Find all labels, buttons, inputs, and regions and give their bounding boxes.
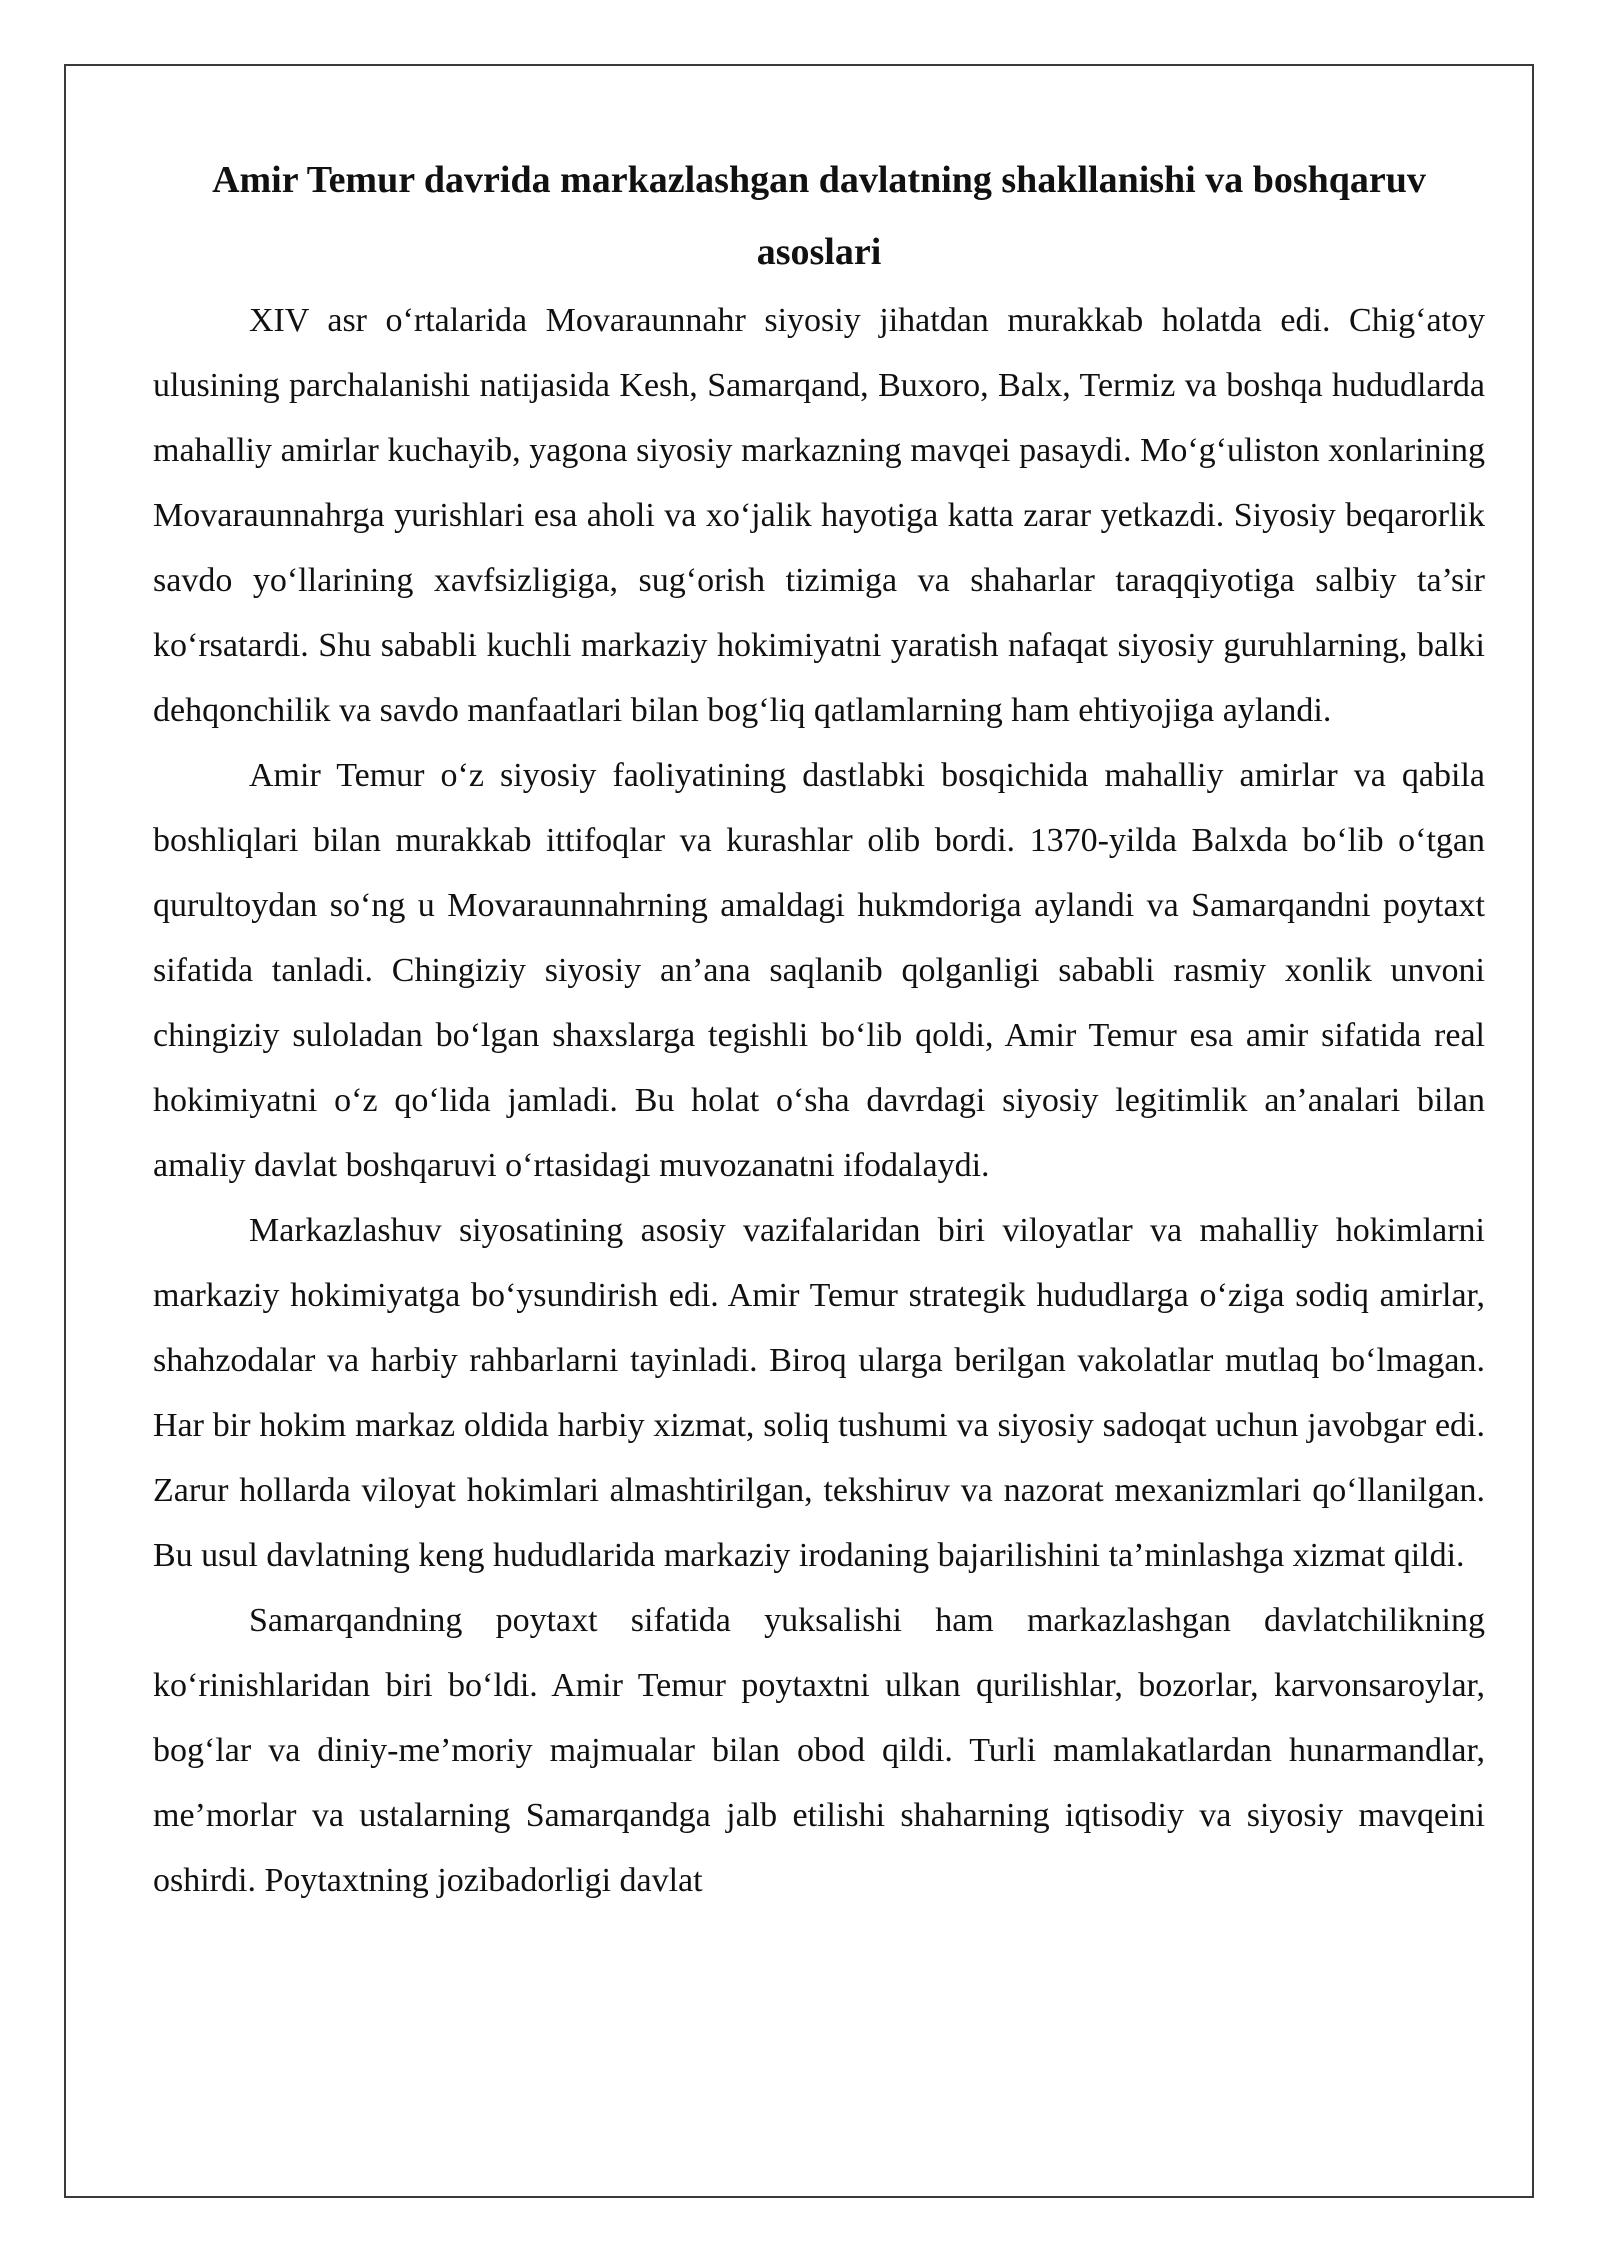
paragraph-2: Amir Temur o‘z siyosiy faoliyatining dastlabki bosqichida mahalliy amirlar va qabila boshliqlari bilan murakkab ittifoqlar va kurashlar olib bordi. 1370-yilda Balxda bo‘lib o‘tgan qurultoydan so‘ng u Movaraunnahrning amaldagi hukmdoriga aylandi va Samarqandni poytaxt sifatida tanladi. Chingiziy siyosiy an’ana saqlanib qolganligi sababli rasmiy xonlik unvoni chingiziy suloladan bo‘lgan shaxslarga tegishli bo‘lib qoldi, Amir Temur esa amir sifatida real hokimiyatni o‘z qo‘lida jamladi. Bu holat o‘sha davrdagi siyosiy legitimlik an’analari bilan amaliy davlat boshqaruvi o‘rtasidagi muvozanatni ifodalaydi. (153, 757, 1485, 1184)
paragraph-1: XIV asr o‘rtalarida Movaraunnahr siyosiy jihatdan murakkab holatda edi. Chig‘atoy ulusining parchalanishi natijasida Kesh, Samarqand, Buxoro, Balx, Termiz va boshqa hududlarda mahalliy amirlar kuchayib, yagona siyosiy markazning mavqei pasaydi. Mo‘g‘uliston xonlarining Movaraunnahrga yurishlari esa aholi va xo‘jalik hayotiga katta zarar yetkazdi. Siyosiy beqarorlik savdo yo‘llarining xavfsizligiga, sug‘orish tizimiga va shaharlar taraqqiyotiga salbiy ta’sir ko‘rsatardi. Shu sababli kuchli markaziy hokimiyatni yaratish nafaqat siyosiy guruhlarning, balki dehqonchilik va savdo manfaatlari bilan bog‘liq qatlamlarning ham ehtiyojiga aylandi. (153, 302, 1485, 729)
paragraph-3: Markazlashuv siyosatining asosiy vazifalaridan biri viloyatlar va mahalliy hokimlarni markaziy hokimiyatga bo‘ysundirish edi. Amir Temur strategik hududlarga o‘ziga sodiq amirlar, shahzodalar va harbiy rahbarlarni tayinladi. Biroq ularga berilgan vakolatlar mutlaq bo‘lmagan. Har bir hokim markaz oldida harbiy xizmat, soliq tushumi va siyosiy sadoqat uchun javobgar edi. Zarur hollarda viloyat hokimlari almashtirilgan, tekshiruv va nazorat mexanizmlari qo‘llanilgan. Bu usul davlatning keng hududlarida markaziy irodaning bajarilishini ta’minlashga xizmat qildi. (153, 1212, 1485, 1574)
document-title: Amir Temur davrida markazlashgan davlatning shakllanishi va boshqaruv asoslari (212, 159, 1426, 273)
paragraph-4: Samarqandning poytaxt sifatida yuksalishi ham markazlashgan davlatchilikning ko‘rinishlaridan biri bo‘ldi. Amir Temur poytaxtni ulkan qurilishlar, bozorlar, karvonsaroylar, bog‘lar va diniy-me’moriy majmualar bilan obod qildi. Turli mamlakatlardan hunarmandlar, me’morlar va ustalarning Samarqandga jalb etilishi shaharning iqtisodiy va siyosiy mavqeini oshirdi. Poytaxtning jozibadorligi davlat (153, 1602, 1485, 1899)
document-body (153, 144, 1485, 1913)
